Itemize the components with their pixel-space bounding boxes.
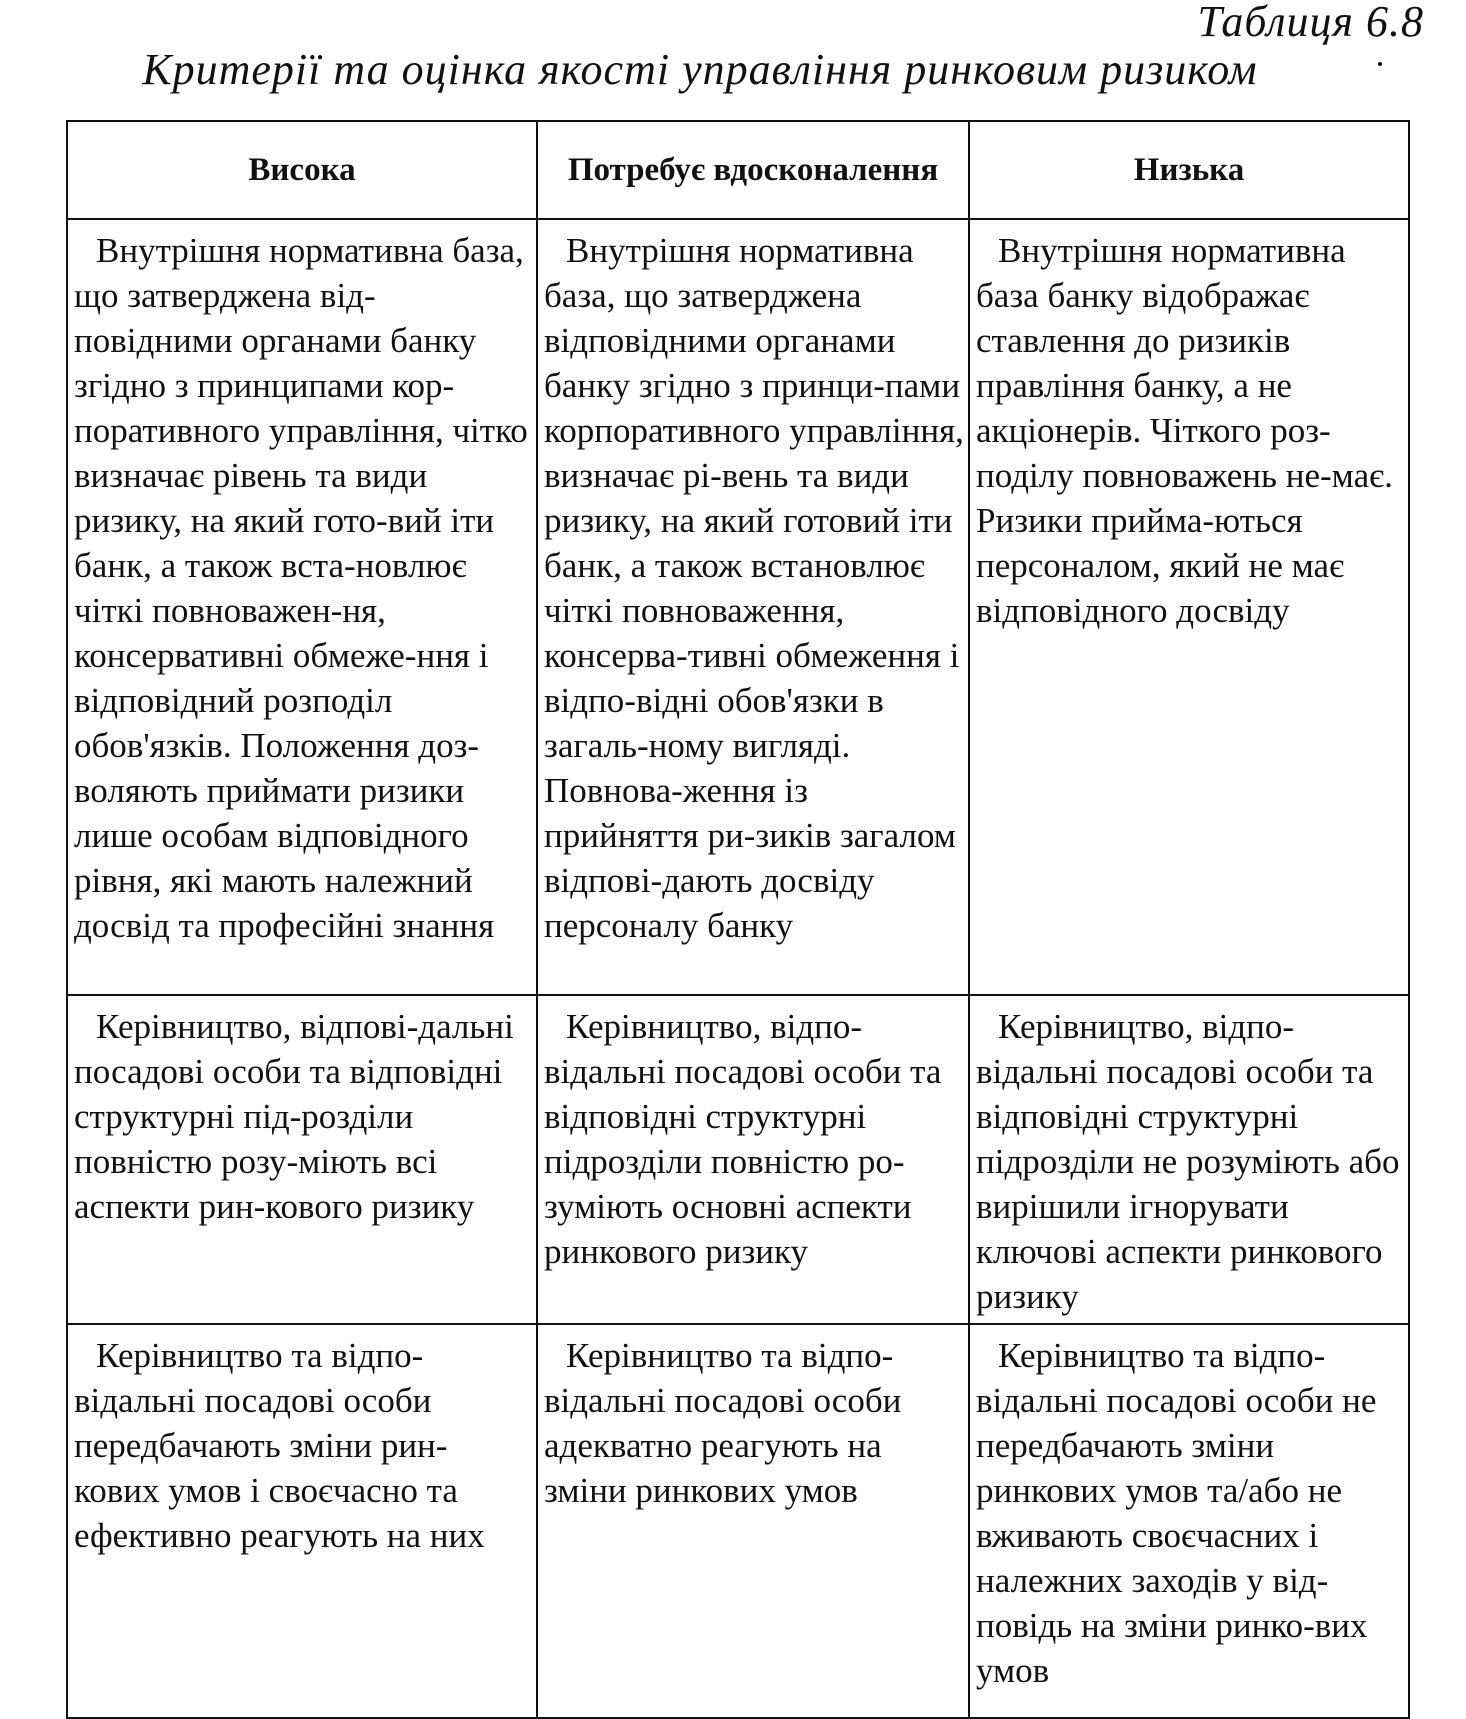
header-low: Низька [969, 121, 1409, 219]
cell-text: Внутрішня нормативна база, що затверджена від-повідними органами банку згідно з принципами кор-поративного управління, чітко визначає рівень та види ризику, на який гото-вий іти банк, а також вста-новлює чіткі повноважен-ня, консервативні обмеже-ння і відповідний розподіл обов'язків. Положення доз-воляють приймати ризики лише особам відповідного рівня, які мають належний досвід та професійні знання [74, 231, 528, 945]
cell-text: Керівництво, відпо-відальні посадові особи та відповідні структурні підрозділи повністю ро-зуміють основні аспекти ринкового ризику [544, 1007, 942, 1271]
table-cell-needs-improvement [537, 1324, 969, 1718]
cell-text: Керівництво, відпові-дальні посадові особи та відповідні структурні під-розділи повністю розу-міють всі аспекти рин-кового ризику [74, 1007, 514, 1226]
table-row [67, 1324, 1409, 1718]
table-cell-high [67, 1324, 537, 1718]
table-cell-low [969, 995, 1409, 1324]
table-row [67, 219, 1409, 995]
cell-text: Внутрішня нормативна база банку відображає ставлення до ризиків правління банку, а не акціонерів. Чіткого роз-поділу повноважень не-має. Ризики прийма-ються персоналом, який не має відповідного досвіду [976, 231, 1393, 630]
table-cell-high [67, 995, 537, 1324]
stray-dot [1378, 62, 1382, 66]
table-cell-low [969, 219, 1409, 995]
criteria-table [66, 120, 1410, 1719]
table-row [67, 995, 1409, 1324]
cell-text: Керівництво та відпо-відальні посадові особи адекватно реагують на зміни ринкових умов [544, 1336, 902, 1510]
cell-text: Внутрішня нормативна база, що затверджена відповідними органами банку згідно з принци-пами корпоративного управління, визначає рі-вень та види ризику, на який готовий іти банк, а також встановлює чіткі повноваження, консерва-тивні обмеження і відпо-відні обов'язки в загаль-ному вигляді. Повнова-ження із прийняття ри-зиків загалом відпові-дають досвіду персоналу банку [544, 231, 964, 945]
header-needs-improvement: Потребує вдосконалення [537, 121, 969, 219]
header-row [67, 121, 1409, 219]
cell-text: Керівництво, відпо-відальні посадові особи та відповідні структурні підрозділи не розуміють або вирішили ігнорувати ключові аспекти ринкового ризику [976, 1007, 1400, 1316]
cell-text: Керівництво та відпо-відальні посадові особи не передбачають зміни ринкових умов та/або не вживають своєчасних і належних заходів у від-повідь на зміни ринко-вих умов [976, 1336, 1377, 1690]
table-cell-low [969, 1324, 1409, 1718]
header-high: Висока [67, 121, 537, 219]
cell-text: Керівництво та відпо-відальні посадові особи передбачають зміни рин-кових умов і своєчасно та ефективно реагують на них [74, 1336, 485, 1555]
table-cell-needs-improvement [537, 219, 969, 995]
table-caption: Критерії та оцінка якості управління ринковим ризиком [142, 45, 1258, 94]
table-number: Таблиця 6.8 [1197, 0, 1424, 46]
table-cell-needs-improvement [537, 995, 969, 1324]
table-cell-high [67, 219, 537, 995]
